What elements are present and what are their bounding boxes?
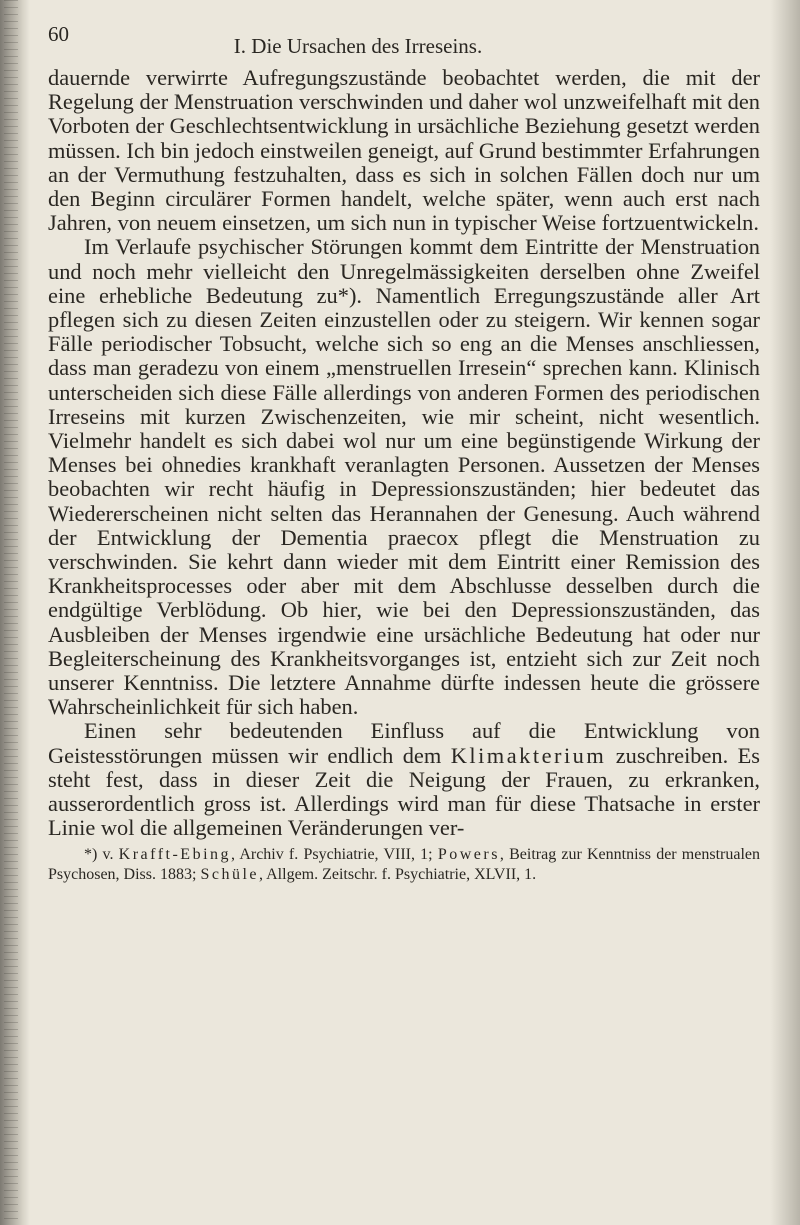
footnote-author-1: Krafft-Ebing <box>118 845 232 863</box>
paragraph-3-after: zuschreiben. Es steht fest, dass in dieser Zeit die Neigung der Frauen, zu erkranken, ausserordentlich gross ist. Allerdings wird man für diese Thatsache in erster Linie wol die allgemeinen Veränderungen ver- <box>48 742 761 841</box>
page-number: 60 <box>48 22 69 46</box>
book-page <box>48 0 768 1225</box>
binding-stitching <box>4 0 18 1225</box>
paragraph-2: Im Verlaufe psychischer Störungen kommt dem Eintritte der Menstruation und noch mehr vielleicht den Unregelmässigkeiten derselben ohne Zweifel eine erhebliche Bedeutung zu*). Namentlich Erregungszustände aller Art pflegen sich zu diesen Zeiten einzustellen oder zu steigern. Wir kennen sogar Fälle periodischer Tobsucht, welche sich so eng an die Menses anschliessen, dass man geradezu von einem „menstruellen Irresein“ sprechen kann. Klinisch unterscheiden sich diese Fälle allerdings von anderen Formen des periodischen Irreseins mit kurzen Zwischenzeiten, wie mir scheint, nicht wesentlich. Vielmehr handelt es sich dabei wol nur um eine begünstigende Wirkung der Menses bei ohnedies krankhaft veranlagten Personen. Aussetzen der Menses beobachten wir recht häufig in Depressionszuständen; hier bedeutet das Wiedererscheinen nicht selten das Herannahen der Genesung. Auch während der Entwicklung der Dementia praecox pflegt die Menstruation zu verschwinden. Sie kehrt dann wieder mit dem Eintritt einer Remission des Krankheitsprocesses oder aber mit dem Abschlusse desselben durch die endgültige Verblödung. Ob hier, wie bei den Depressionszuständen, das Ausbleiben der Menses irgendwie eine ursächliche Bedeutung hat oder nur Begleiterscheinung des Krankheitsvorganges ist, entzieht sich zur Zeit noch unserer Kenntniss. Die letztere Annahme dürfte indessen heute die grössere Wahrscheinlichkeit für sich haben. <box>48 234 760 720</box>
footnote-author-2: Powers <box>437 845 500 863</box>
body-text <box>48 66 760 901</box>
paragraph-3-before: Einen sehr bedeutenden Einfluss auf die Entwicklung von Geistesstörungen müssen wir endlich dem <box>48 718 760 768</box>
footnote-author-3: Schüle <box>200 865 259 883</box>
running-title: I. Die Ursachen des Irreseins. <box>233 34 483 58</box>
paragraph-1: dauernde verwirrte Aufregungszustände beobachtet werden, die mit der Regelung der Menstruation verschwinden und daher wol unzweifelhaft mit den Vorboten der Geschlechtsentwicklung in ursächliche Beziehung gesetzt werden müssen. Ich bin jedoch einstweilen geneigt, auf Grund bestimmter Erfahrungen an der Vermuthung festzuhalten, dass es sich in solchen Fällen doch nur um den Beginn circulärer Formen handelt, welche später, wenn auch erst nach Jahren, von neuem einsetzen, um sich nun in typischer Weise fortzuentwickeln. <box>48 65 760 236</box>
paragraph-3 <box>48 719 760 840</box>
page-header <box>48 22 768 62</box>
emphasis-klimakterium: Klimakterium <box>450 742 607 768</box>
footnote <box>48 845 760 885</box>
page-edge-shadow <box>770 0 800 1225</box>
footnote-text-2: , Beitrag zur Kenntniss der menstrualen Psychosen, Diss. 1883; <box>48 845 761 883</box>
footnote-text-3: , Allgem. Zeitschr. f. Psychiatrie, XLVII, 1. <box>259 865 537 883</box>
footnote-marker: *) v. <box>84 845 119 863</box>
footnote-text-1: , Archiv f. Psychiatrie, VIII, 1; <box>231 845 438 863</box>
